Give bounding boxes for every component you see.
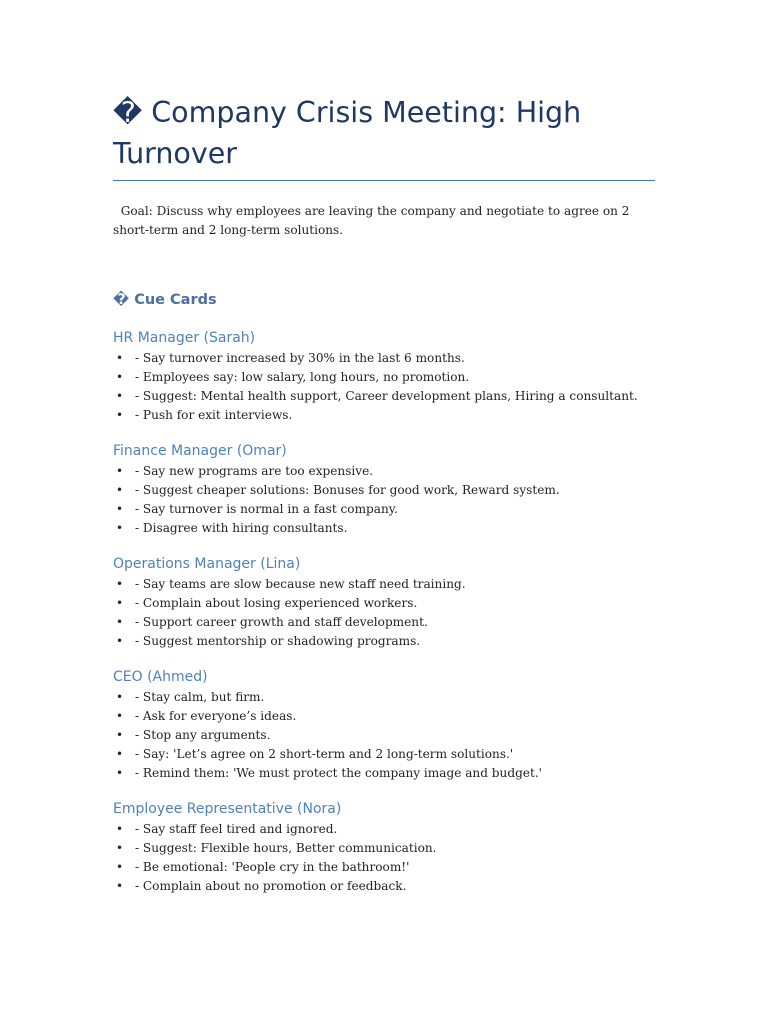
- list-item: [113, 462, 673, 481]
- list-item: [113, 858, 673, 877]
- list-item-text: - Support career growth and staff development.: [135, 615, 428, 629]
- bullet-icon: •: [116, 577, 124, 591]
- bullet-icon: •: [116, 502, 124, 516]
- list-item: [113, 406, 673, 425]
- role-heading: CEO (Ahmed): [113, 669, 208, 685]
- role-instructions: [113, 575, 673, 651]
- bullet-icon: •: [116, 408, 124, 422]
- role-card-finance-manager: [113, 440, 673, 538]
- bullet-icon: •: [116, 634, 124, 648]
- page-title: � Company Crisis Meeting: High Turnover: [113, 96, 582, 170]
- list-item-text: - Suggest: Mental health support, Career development plans, Hiring a consultant.: [135, 389, 638, 403]
- list-item-text: - Be emotional: 'People cry in the bathroom!': [135, 860, 410, 874]
- bullet-icon: •: [116, 822, 124, 836]
- role-instructions: [113, 820, 673, 896]
- list-item-text: - Suggest cheaper solutions: Bonuses for good work, Reward system.: [135, 483, 560, 497]
- bullet-icon: •: [116, 521, 124, 535]
- list-item: [113, 613, 673, 632]
- role-instructions: [113, 462, 673, 538]
- list-item: [113, 481, 673, 500]
- role-heading: Finance Manager (Omar): [113, 443, 287, 459]
- list-item-text: - Employees say: low salary, long hours, no promotion.: [135, 370, 470, 384]
- bullet-icon: •: [116, 370, 124, 384]
- bullet-icon: •: [116, 709, 124, 723]
- list-item: [113, 387, 673, 406]
- list-item-text: - Complain about no promotion or feedback.: [135, 879, 407, 893]
- list-item: [113, 764, 673, 783]
- bullet-icon: •: [116, 351, 124, 365]
- list-item-text: - Stop any arguments.: [135, 728, 271, 742]
- list-item-text: - Say turnover is normal in a fast company.: [135, 502, 398, 516]
- list-item-text: - Say turnover increased by 30% in the last 6 months.: [135, 351, 465, 365]
- bullet-icon: •: [116, 841, 124, 855]
- list-item-text: - Say new programs are too expensive.: [135, 464, 374, 478]
- list-item-text: - Ask for everyone’s ideas.: [135, 709, 297, 723]
- bullet-icon: •: [116, 483, 124, 497]
- bullet-icon: •: [116, 766, 124, 780]
- list-item-text: - Stay calm, but firm.: [135, 690, 265, 704]
- list-item-text: - Suggest mentorship or shadowing programs.: [135, 634, 421, 648]
- bullet-icon: •: [116, 464, 124, 478]
- list-item-text: - Suggest: Flexible hours, Better communication.: [135, 841, 437, 855]
- role-heading: Operations Manager (Lina): [113, 556, 301, 572]
- list-item: [113, 726, 673, 745]
- bullet-icon: •: [116, 389, 124, 403]
- bullet-icon: •: [116, 747, 124, 761]
- bullet-icon: •: [116, 615, 124, 629]
- list-item: [113, 519, 673, 538]
- list-item-text: - Disagree with hiring consultants.: [135, 521, 348, 535]
- title-divider: [113, 180, 655, 181]
- list-item: [113, 575, 673, 594]
- list-item: [113, 368, 673, 387]
- role-heading: Employee Representative (Nora): [113, 801, 342, 817]
- list-item: [113, 877, 673, 896]
- role-instructions: [113, 349, 673, 425]
- role-card-hr-manager: [113, 327, 673, 425]
- list-item: [113, 820, 673, 839]
- list-item: [113, 349, 673, 368]
- list-item: [113, 839, 673, 858]
- list-item-text: - Complain about losing experienced workers.: [135, 596, 418, 610]
- list-item-text: - Say: 'Let’s agree on 2 short-term and 2 long-term solutions.': [135, 747, 514, 761]
- bullet-icon: •: [116, 860, 124, 874]
- bullet-icon: •: [116, 879, 124, 893]
- list-item-text: - Say staff feel tired and ignored.: [135, 822, 338, 836]
- list-item: [113, 594, 673, 613]
- list-item: [113, 745, 673, 764]
- bullet-icon: •: [116, 596, 124, 610]
- list-item: [113, 688, 673, 707]
- role-instructions: [113, 688, 673, 783]
- list-item-text: - Say teams are slow because new staff need training.: [135, 577, 466, 591]
- role-card-operations-manager: [113, 553, 673, 651]
- list-item: [113, 707, 673, 726]
- list-item: [113, 632, 673, 651]
- cue-cards-heading: � Cue Cards: [113, 292, 217, 308]
- list-item-text: - Push for exit interviews.: [135, 408, 293, 422]
- list-item: [113, 500, 673, 519]
- role-heading: HR Manager (Sarah): [113, 330, 256, 346]
- goal-paragraph: Goal: Discuss why employees are leaving the company and negotiate to agree on 2 short-term and 2 long-term solutions.: [113, 204, 634, 237]
- role-card-ceo: [113, 666, 673, 783]
- list-item-text: - Remind them: 'We must protect the company image and budget.': [135, 766, 542, 780]
- bullet-icon: •: [116, 690, 124, 704]
- role-card-employee-representative: [113, 798, 673, 896]
- bullet-icon: •: [116, 728, 124, 742]
